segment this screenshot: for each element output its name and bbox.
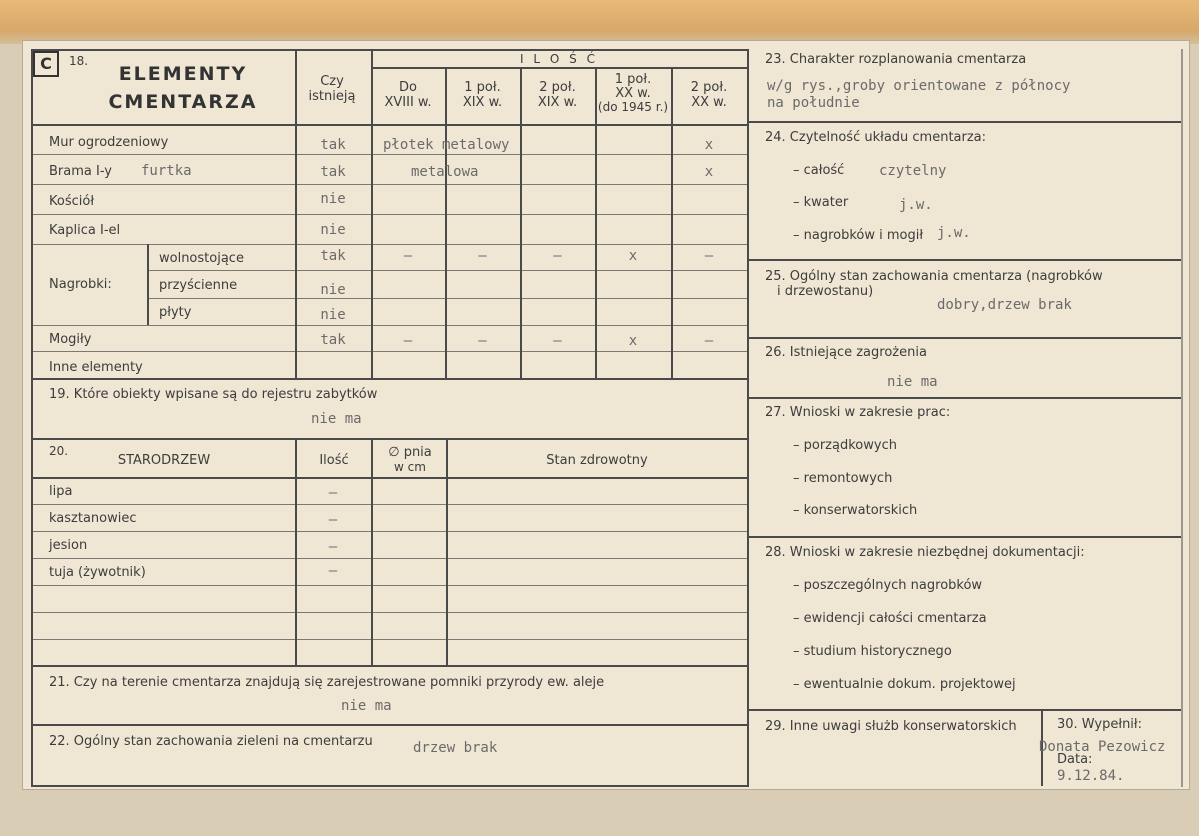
period-header-4: (do 1945 r.): [597, 100, 669, 114]
tree-name: kasztanowiec: [49, 511, 137, 526]
section-20-number: 20.: [49, 444, 69, 458]
grid-line: [31, 438, 747, 440]
section-21-value: nie ma: [341, 698, 392, 714]
grid-line: [31, 378, 747, 380]
grid-line: [31, 724, 747, 726]
tree-qty: –: [328, 485, 338, 501]
works-item: – konserwatorskich: [793, 503, 918, 518]
grid-line: [749, 337, 1181, 339]
section-26-value: nie ma: [887, 374, 938, 390]
row-label-tombstones: Nagrobki:: [49, 277, 112, 292]
section-22-label: 22. Ogólny stan zachowania zieleni na cmentarzu: [49, 734, 373, 749]
frame-line: [31, 49, 33, 787]
grid-line: [671, 67, 673, 379]
row-label-church: Kościół: [49, 194, 95, 209]
grid-line: [147, 244, 149, 325]
legibility-item-label: – całość: [793, 163, 845, 178]
documentation-item: – ewentualnie dokum. projektowej: [793, 677, 1016, 692]
row-line: [33, 531, 747, 532]
value-freestanding-exists: tak: [320, 248, 346, 264]
row-label-chapel: Kaplica I-el: [49, 223, 121, 238]
value-wall-mounted-exists: nie: [320, 282, 346, 298]
row-line: [33, 558, 747, 559]
value-chapel-exists: nie: [320, 222, 346, 238]
documentation-item: – poszczególnych nagrobków: [793, 578, 983, 593]
grid-line: [749, 397, 1181, 399]
value-graves-period4: x: [628, 333, 638, 349]
period-header-5: 2 poł.: [690, 80, 728, 95]
date-label: Data:: [1057, 752, 1093, 767]
period-header-1: XVIII w.: [384, 95, 432, 110]
value-graves-period5: –: [704, 333, 714, 349]
section-23-value-line2: na południe: [767, 95, 860, 111]
tree-qty: –: [328, 539, 338, 555]
grid-line: [749, 259, 1181, 261]
row-line: [33, 244, 747, 245]
section-18-title-line2: CMENTARZA: [108, 91, 258, 113]
section-30-label: 30. Wypełnił:: [1057, 717, 1142, 732]
value-freestanding-period1: –: [403, 248, 413, 264]
row-line: [147, 298, 747, 299]
col-trunk-diameter: ∅ pnia: [388, 445, 432, 460]
row-label-slabs: płyty: [159, 305, 192, 320]
row-line: [33, 504, 747, 505]
section-25-label: 25. Ogólny stan zachowania cmentarza (nagrobków: [765, 269, 1103, 284]
row-line: [33, 184, 747, 185]
grid-line: [33, 477, 747, 479]
right-edge-line: [1181, 49, 1183, 787]
card-type-badge: C: [33, 51, 59, 77]
grid-line: [445, 67, 447, 379]
value-gate-exists: tak: [320, 164, 346, 180]
value-wall-period5: x: [704, 137, 714, 153]
section-27-label: 27. Wnioski w zakresie prac:: [765, 405, 951, 420]
documentation-item: – ewidencji całości cmentarza: [793, 611, 987, 626]
value-gate-note-left: furtka: [141, 163, 192, 179]
grid-line: [749, 121, 1181, 123]
value-freestanding-period3: –: [553, 248, 562, 264]
value-freestanding-period2: –: [478, 248, 487, 264]
paper-top-edge: [0, 0, 1199, 44]
value-slabs-exists: nie: [320, 307, 346, 323]
period-header-5: XX w.: [691, 95, 727, 110]
legibility-item-value: j.w.: [937, 225, 971, 241]
grid-line: [749, 536, 1181, 538]
row-line: [33, 639, 747, 640]
section-29-label: 29. Inne uwagi służb konserwatorskich: [765, 719, 1017, 734]
value-graves-exists: tak: [320, 332, 346, 348]
period-header-2: XIX w.: [462, 95, 503, 110]
value-wall-note: płotek metalowy: [383, 137, 510, 153]
grid-line: [371, 67, 747, 69]
col-tree-qty: Ilość: [319, 453, 349, 468]
row-label-wall-mounted: przyścienne: [159, 278, 238, 293]
section-25-label-cont: i drzewostanu): [777, 284, 874, 299]
period-header-3: XIX w.: [537, 95, 578, 110]
period-header-1: Do: [399, 80, 417, 95]
value-wall-exists: tak: [320, 137, 346, 153]
row-line: [33, 214, 747, 215]
grid-line: [520, 67, 522, 379]
grid-line: [446, 440, 448, 666]
section-21-label: 21. Czy na terenie cmentarza znajdują się zarejestrowane pomniki przyrody ew. aleje: [49, 675, 605, 690]
section-19-value: nie ma: [311, 411, 362, 427]
row-label-graves: Mogiły: [49, 332, 92, 347]
col-trunk-unit: w cm: [394, 460, 426, 474]
row-label-gate: Brama I-y: [49, 164, 112, 179]
value-graves-period1: –: [403, 333, 413, 349]
section-20-title: STARODRZEW: [117, 453, 211, 468]
tree-name: tuja (żywotnik): [49, 565, 146, 580]
row-line: [33, 585, 747, 586]
col-exists-label: istnieją: [308, 89, 356, 104]
section-23-value-line1: w/g rys.,groby orientowane z północy: [767, 78, 1071, 94]
row-line: [33, 351, 747, 352]
documentation-item: – studium historycznego: [793, 644, 952, 659]
date-value: 9.12.84.: [1057, 768, 1125, 784]
period-header-3: 2 poł.: [539, 80, 576, 95]
value-gate-period5: x: [704, 164, 714, 180]
tree-qty: –: [328, 563, 338, 579]
value-church-exists: nie: [320, 191, 346, 207]
value-freestanding-period5: –: [704, 248, 714, 264]
works-item: – remontowych: [793, 471, 893, 486]
section-18-title-line1: ELEMENTY: [118, 63, 248, 85]
section-24-label: 24. Czytelność układu cmentarza:: [765, 130, 987, 145]
row-line: [33, 325, 747, 326]
section-22-value: drzew brak: [413, 740, 498, 756]
inventory-card: [22, 40, 1190, 790]
grid-line: [371, 440, 373, 666]
grid-line: [595, 67, 597, 379]
grid-line: [31, 124, 747, 126]
value-graves-period2: –: [478, 333, 487, 349]
value-freestanding-period4: x: [628, 248, 638, 264]
value-graves-period3: –: [553, 333, 562, 349]
row-label-freestanding: wolnostojące: [159, 251, 244, 266]
row-line: [33, 154, 747, 155]
section-28-label: 28. Wnioski w zakresie niezbędnej dokumentacji:: [765, 545, 1085, 560]
section-25-value: dobry,drzew brak: [937, 297, 1072, 313]
legibility-item-value: czytelny: [879, 163, 947, 179]
period-header-4: XX w.: [615, 86, 651, 101]
frame-line: [747, 49, 749, 787]
grid-line: [31, 665, 747, 667]
tree-name: jesion: [49, 538, 88, 553]
grid-line: [749, 709, 1181, 711]
period-header-4: 1 poł.: [614, 72, 652, 87]
row-line: [33, 612, 747, 613]
works-item: – porządkowych: [793, 438, 897, 453]
section-19-label: 19. Które obiekty wpisane są do rejestru zabytków: [49, 387, 378, 402]
filled-by-name: Donata Pezowicz: [1039, 739, 1166, 755]
section-26-label: 26. Istniejące zagrożenia: [765, 345, 927, 360]
frame-line: [31, 785, 749, 787]
section-23-label: 23. Charakter rozplanowania cmentarza: [765, 52, 1027, 67]
row-label-wall: Mur ogrodzeniowy: [49, 135, 169, 150]
legibility-item-value: j.w.: [899, 197, 933, 213]
tree-name: lipa: [49, 484, 73, 499]
period-header-2: 1 poł.: [464, 80, 501, 95]
legibility-item-label: – nagrobków i mogił: [793, 228, 924, 243]
legibility-item-label: – kwater: [793, 195, 849, 210]
col-exists-label: Czy: [320, 74, 344, 89]
value-gate-note: metalowa: [411, 164, 479, 180]
col-quantity-label: I L O Ś Ć: [520, 52, 598, 66]
section-18-number: 18.: [69, 54, 89, 68]
frame-line: [31, 49, 747, 51]
tree-qty: –: [328, 512, 338, 528]
row-line: [147, 270, 747, 271]
col-health-state: Stan zdrowotny: [546, 453, 648, 468]
row-label-other: Inne elementy: [49, 360, 143, 375]
